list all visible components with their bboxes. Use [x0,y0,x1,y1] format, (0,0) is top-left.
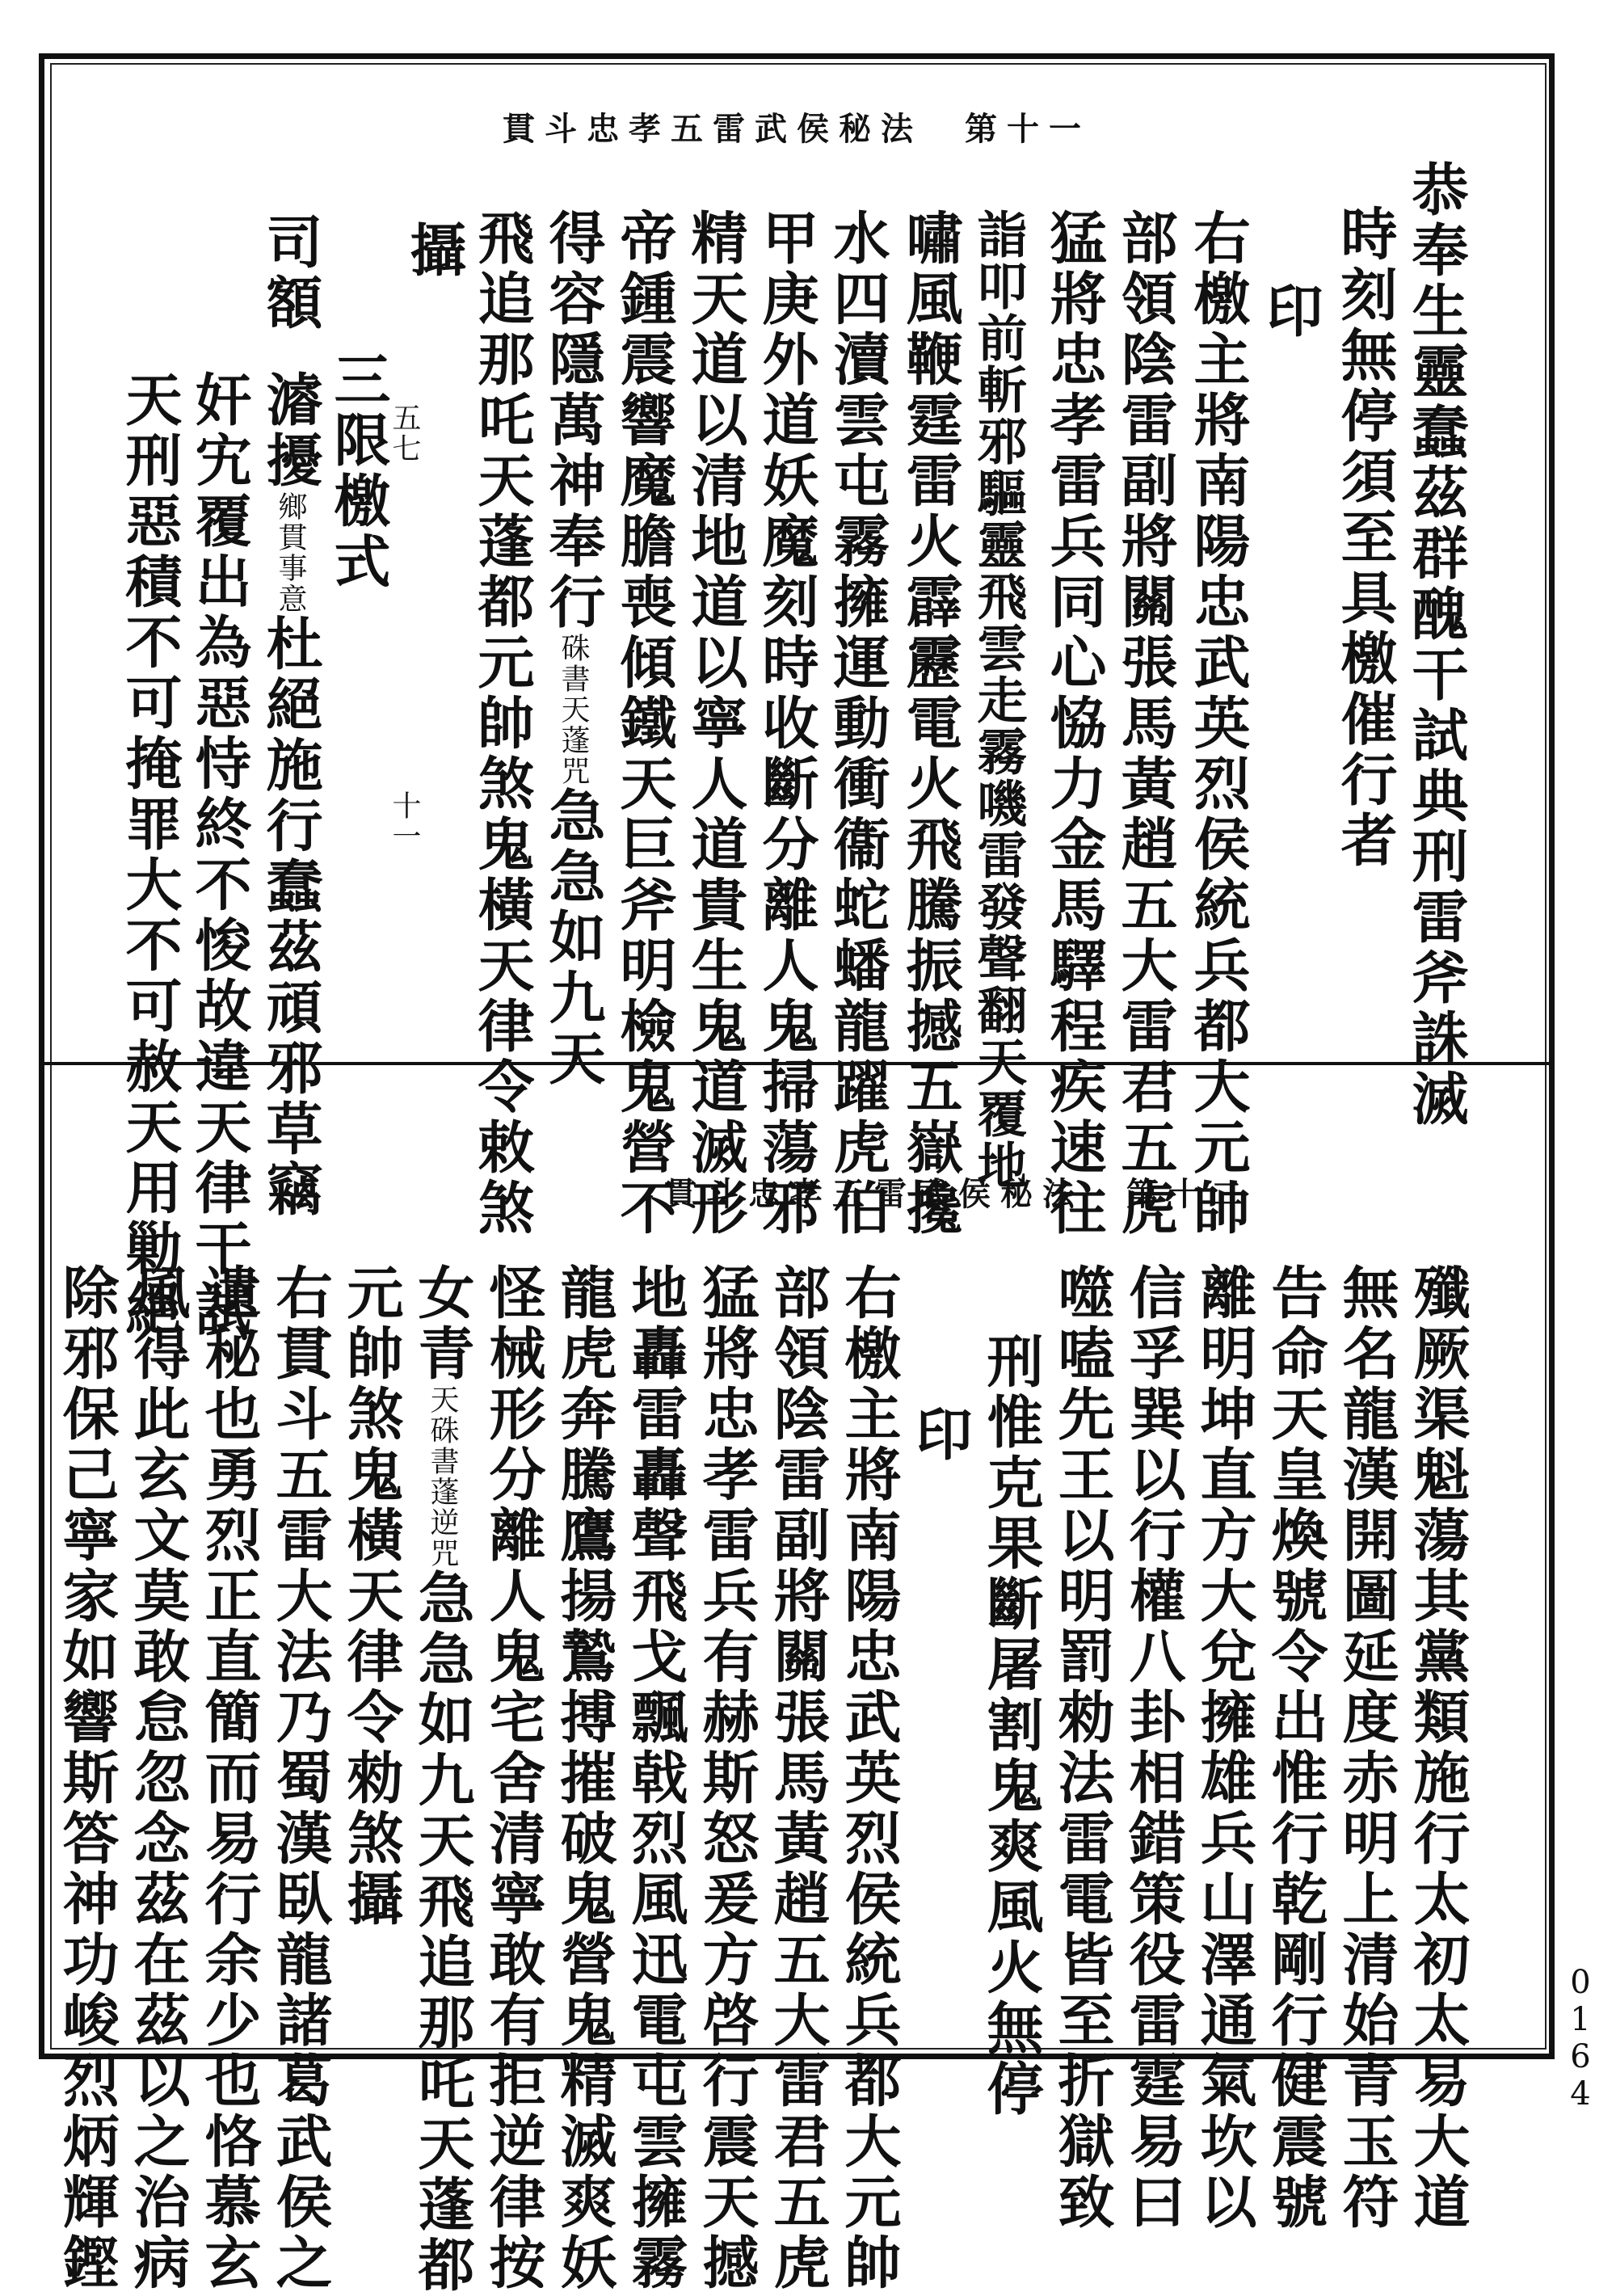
top-column-10: 甲庚外道妖魔刻時收斷分離人鬼掃蕩邪 [753,209,820,1239]
top-column-18-note: 鄉貫事意 [274,491,307,614]
bottom-column-18: 遺秘也勇烈正直簡而易行余少也恪慕玄 [196,1263,263,2294]
bottom-column-8: 印 [907,1405,974,1465]
bottom-column-12: 地轟雷轟聲飛戈飄戟烈風迅電屯雲擁霧 [622,1263,689,2294]
bottom-column-2: 無名龍漢開圖延度赤明上清始青玉符 [1333,1263,1400,2233]
bottom-column-1: 殲厥渠魁蕩其黨類施行太初太易大道 [1404,1263,1471,2233]
bottom-running-header: 貫斗忠孝五雷武侯秘法 第十二 [664,1175,1252,1213]
bottom-column-17: 右貫斗五雷大法乃蜀漢臥龍諸葛武侯之 [267,1263,334,2294]
bottom-column-15-main: 女青 [409,1263,476,1384]
bottom-column-13: 龍虎奔騰鷹揚鷙搏摧破鬼營鬼精滅爽妖 [551,1263,618,2294]
top-column-3: 印 [1257,281,1324,342]
bottom-column-9: 右檄主將南陽忠武英烈侯統兵都大元帥 [835,1263,903,2294]
top-running-header: 貫斗忠孝五雷武侯秘法 第十一 [503,110,1091,148]
top-column-18-tail: 杜絕施行蠢茲頑邪草竊 [257,614,324,1220]
top-column-6: 猛將忠孝雷兵同心恊力金馬驛程疾速往 [1041,209,1108,1239]
top-column-13-tail: 急急如九天 [540,786,607,1089]
top-column-7: 詣叩前斬邪驅靈飛雲走霧嘰雷發聲翻天覆地 [969,209,1028,1191]
bottom-column-15-tail: 急急如九天飛追那吒天蓬都 [409,1569,476,2296]
top-column-13 [540,209,607,1089]
top-note-11: 十一 [388,790,421,852]
bottom-column-6: 噬嗑先王以明罰勑法雷電皆至折獄致 [1049,1263,1116,2233]
bottom-column-19: 風得此玄文莫敢怠忽念茲在茲以之治病 [124,1263,191,2294]
top-column-9: 水四瀆雲屯霧擁運動衝衞蛇蟠龍躍虎伯 [824,209,891,1239]
top-column-15: 攝 [401,221,468,281]
top-column-2: 時刻無停須至具檄催行者 [1332,204,1399,871]
bottom-column-10: 部領陰雷副將關張馬黃趙五大雷君五虎 [764,1263,831,2294]
top-column-13-note: 硃書天蓬咒 [557,633,590,786]
top-column-11: 精天道以清地道以寧人道貴生鬼道滅形 [682,209,749,1239]
top-column-20: 天刑惡積不可掩罪大不可赦天用勦絕 [116,370,183,1340]
top-column-5: 部領陰雷副將關張馬黃趙五大雷君五虎 [1112,209,1179,1239]
bottom-column-16: 元帥煞鬼橫天律令勑煞攝 [338,1263,405,1930]
bottom-column-3: 告命天皇煥號令出惟行乾剛行健震號 [1262,1263,1329,2233]
bottom-panel [50,1065,1547,2296]
top-column-14: 飛追那吒天蓬都元帥煞鬼橫天律令敕煞 [469,209,536,1239]
page-number: 0164 [1562,1964,1599,2113]
top-column-13-main: 得容隱萬神奉行 [540,209,607,633]
bottom-column-15 [409,1263,476,2296]
top-column-12: 帝鍾震響魔膽喪傾鐵天巨斧明檢鬼營不 [611,209,678,1239]
bottom-column-7: 刑惟克果斷屠割鬼爽風火無停 [978,1332,1045,2120]
bottom-column-15-note: 天硃書蓬逆咒 [426,1384,459,1569]
top-note-57: 五七 [388,402,421,464]
top-column-1: 恭奉生靈蠢茲群醜干試典刑雷斧誅滅 [1403,160,1470,1130]
bottom-column-5: 信孚巽以行權八卦相錯策役雷霆易曰 [1120,1263,1187,2233]
bottom-column-14: 怪械形分離人鬼宅舍清寧敢有拒逆律按 [480,1263,547,2294]
top-column-18-main: 𤀹擾 [257,370,324,491]
bottom-column-11: 猛將忠孝雷兵有赫斯怒爰方啓行震天撼 [693,1263,760,2294]
top-column-4: 右檄主將南陽忠武英烈侯統兵都大元帥 [1185,209,1252,1239]
top-column-17: 司額 [257,213,324,334]
top-column-19: 奸宄覆出為惡恃終不悛故違天律干試 [186,370,253,1340]
top-column-8: 嘯風鞭霆雷火霹靂電火飛騰振撼五嶽攙 [897,209,964,1239]
bottom-column-20: 除邪保己寧家如響斯答神功峻烈炳輝鏗 [53,1263,120,2294]
bottom-column-4: 離明坤直方大兌擁雄兵山澤通氣坎以 [1191,1263,1258,2233]
top-column-16: 三限檄式 [325,350,392,592]
